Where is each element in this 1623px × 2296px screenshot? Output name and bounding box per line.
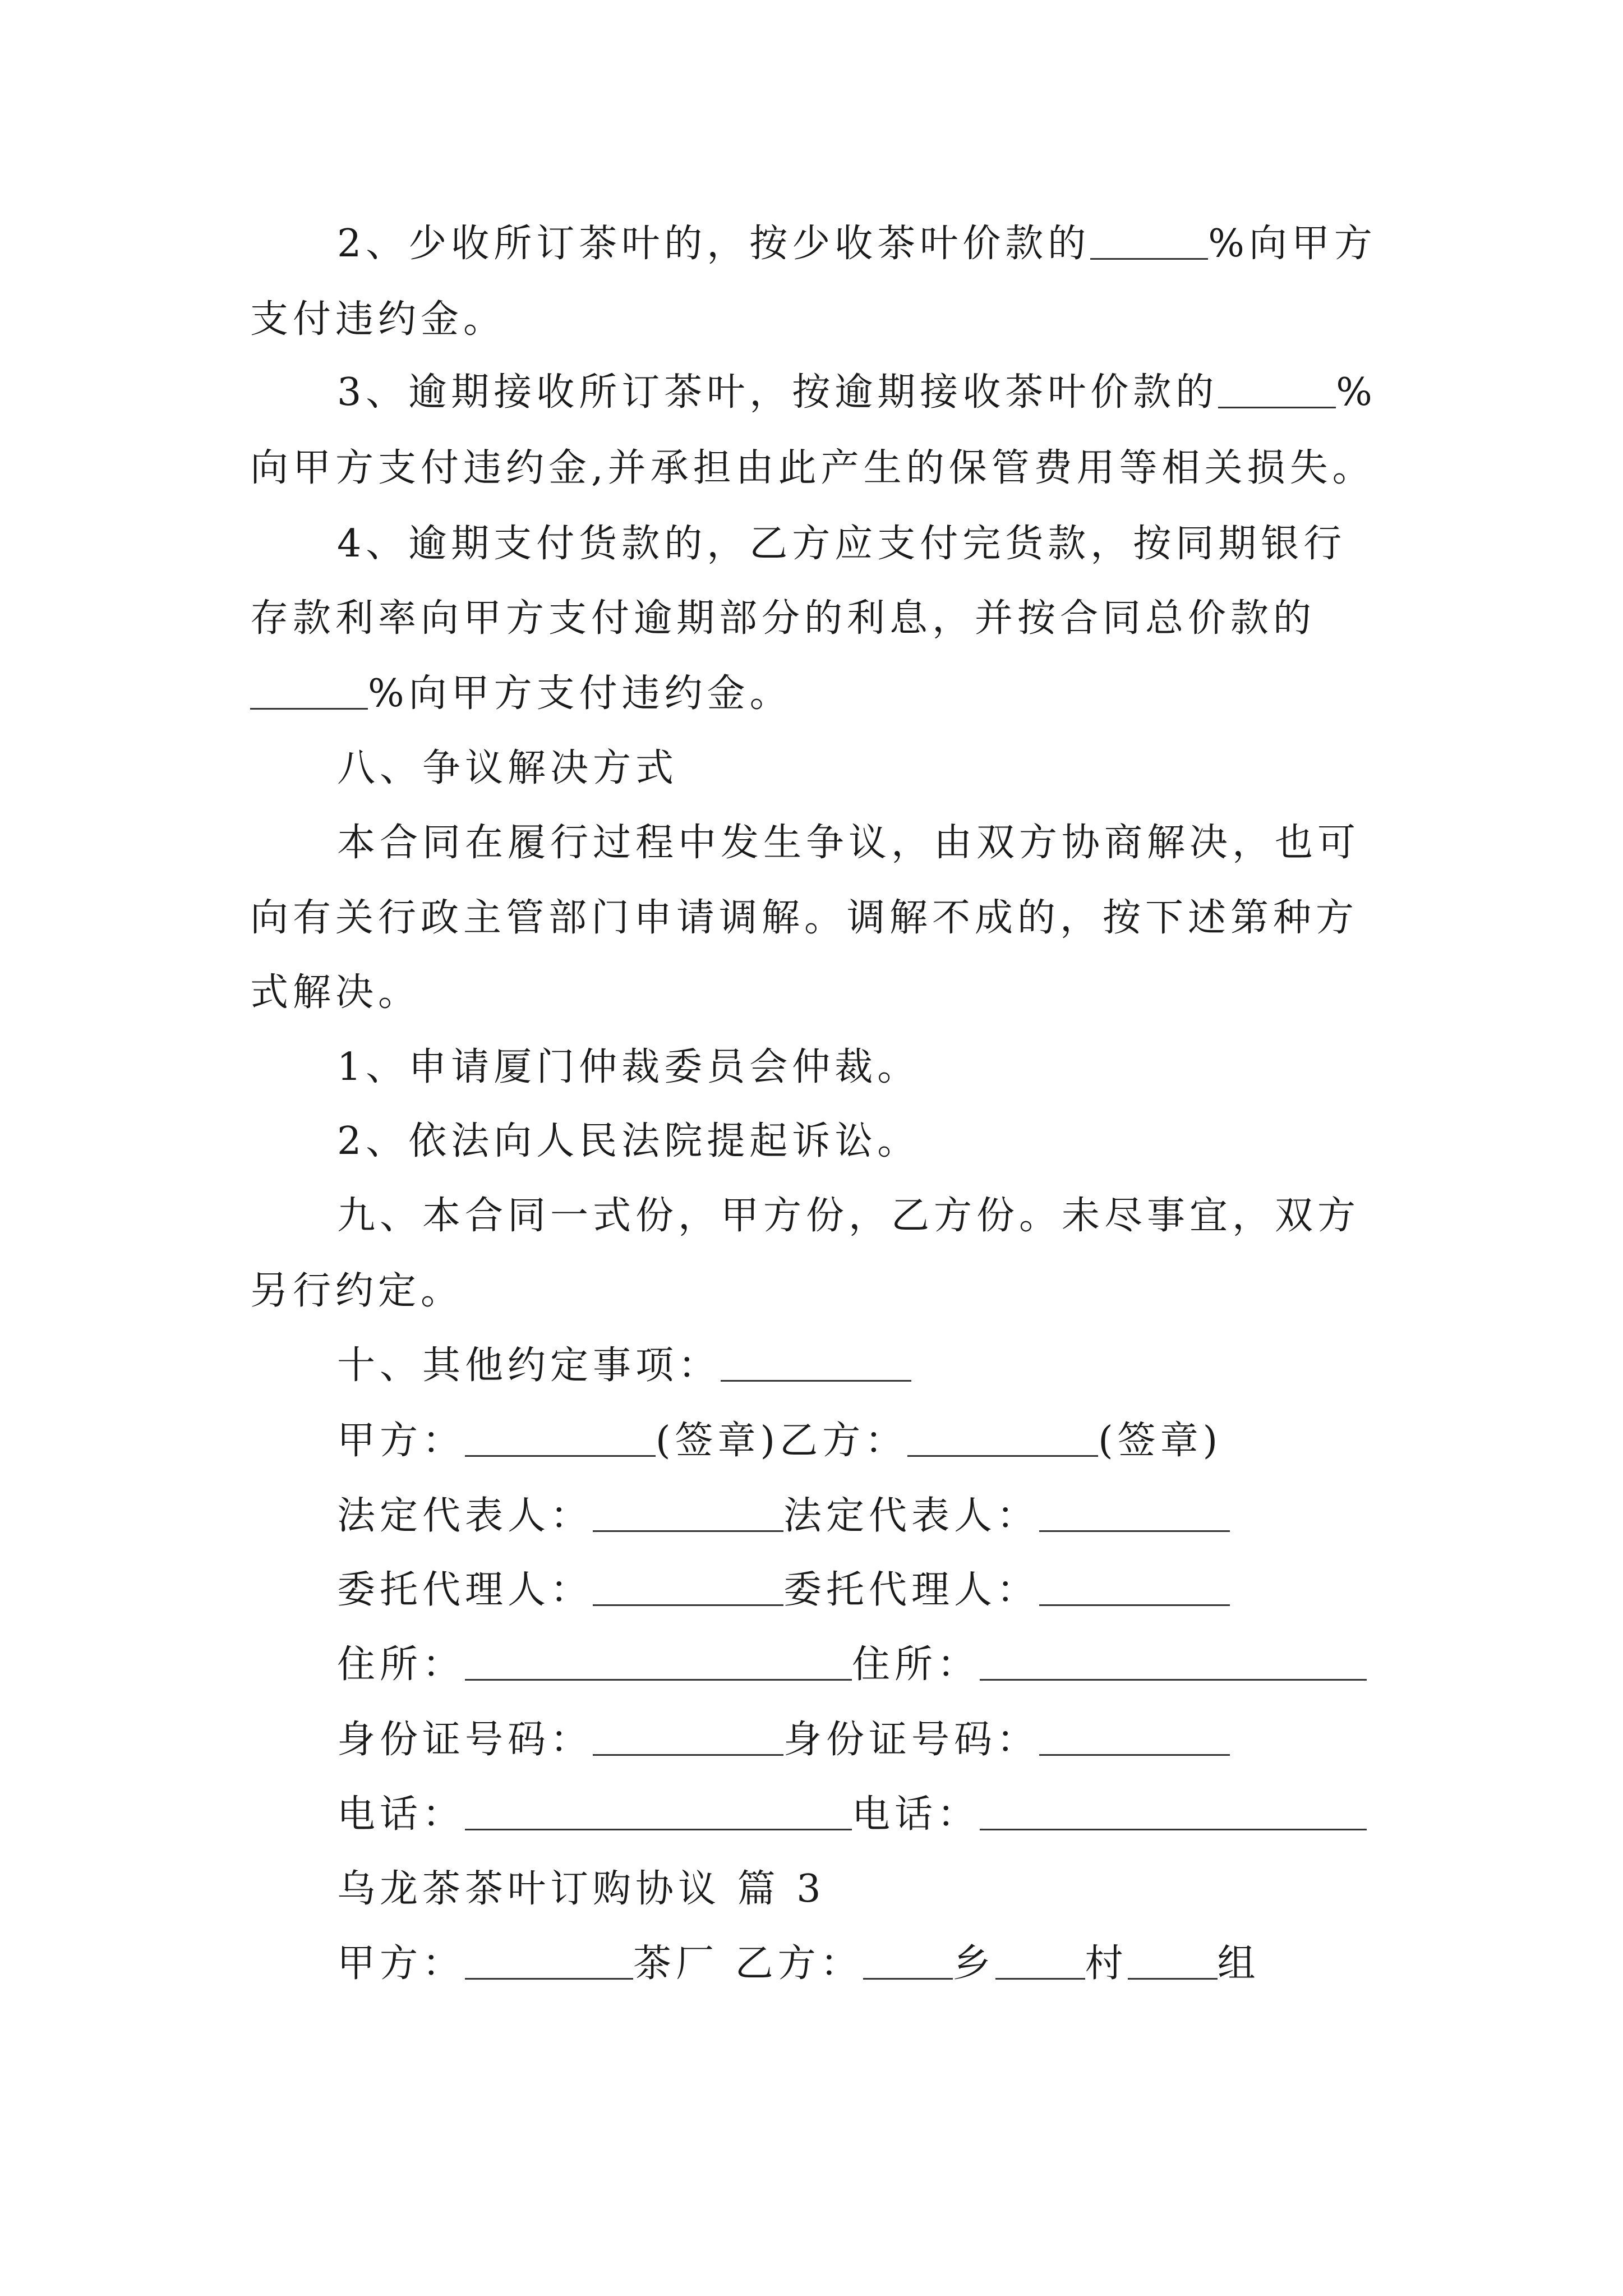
blank-field bbox=[1218, 374, 1336, 408]
clause-8-1: 1、申请厦门仲裁委员会仲裁。 bbox=[337, 1045, 920, 1089]
legal-representative-line bbox=[337, 1491, 1230, 1542]
text-segment: 法定代表人： bbox=[337, 1494, 593, 1538]
address-line bbox=[337, 1640, 1367, 1690]
section-heading-8: 八、争议解决方式 bbox=[337, 746, 679, 790]
text-segment: 茶厂 乙方： bbox=[633, 1941, 863, 1986]
text-segment: 2、少收所订茶叶的，按少收茶叶价款的 bbox=[337, 222, 1091, 266]
text-segment: 村 bbox=[1085, 1941, 1128, 1986]
clause-10 bbox=[337, 1341, 911, 1391]
text-segment: 十、其他约定事项： bbox=[337, 1343, 721, 1388]
text-segment: 3、逾期接收所订茶叶，按逾期接收茶叶价款的 bbox=[337, 370, 1219, 415]
text-segment: (签章)乙方： bbox=[656, 1419, 908, 1463]
clause-9-cont: 另行约定。 bbox=[250, 1269, 464, 1313]
blank-field bbox=[995, 1945, 1085, 1980]
agent-line bbox=[337, 1565, 1230, 1616]
id-number-line bbox=[337, 1715, 1230, 1765]
text-segment: 委托代理人： bbox=[337, 1568, 593, 1612]
clause-7-2-cont: 支付违约金。 bbox=[250, 297, 506, 342]
blank-field bbox=[465, 1423, 656, 1457]
blank-field bbox=[1090, 226, 1208, 260]
text-segment: 甲方： bbox=[337, 1419, 465, 1463]
text-segment: 电话： bbox=[337, 1792, 465, 1837]
text-segment: 身份证号码： bbox=[783, 1718, 1040, 1762]
agreement-title-3: 乌龙茶茶叶订购协议 篇 3 bbox=[337, 1867, 826, 1911]
text-segment: 住所： bbox=[852, 1642, 980, 1687]
blank-field bbox=[980, 1646, 1367, 1681]
phone-line bbox=[337, 1789, 1367, 1840]
clause-8-2: 2、依法向人民法院提起诉讼。 bbox=[337, 1119, 920, 1163]
clause-7-4-cont: 存款利率向甲方支付逾期部分的利息，并按合同总价款的 bbox=[250, 596, 1316, 641]
blank-field bbox=[465, 1945, 633, 1980]
blank-field bbox=[1128, 1945, 1218, 1980]
blank-field bbox=[863, 1945, 953, 1980]
clause-8-cont: 向有关行政主管部门申请调解。调解不成的，按下述第种方 bbox=[250, 896, 1359, 940]
text-segment: %向甲方 bbox=[1208, 222, 1377, 266]
clause-7-3 bbox=[337, 367, 1377, 418]
clause-8: 本合同在履行过程中发生争议，由双方协商解决，也可 bbox=[337, 821, 1361, 865]
blank-field bbox=[1039, 1498, 1230, 1532]
blank-field bbox=[980, 1796, 1367, 1830]
clause-7-4-cont2 bbox=[250, 669, 792, 719]
blank-field bbox=[907, 1423, 1098, 1457]
text-segment: (签章) bbox=[1098, 1419, 1223, 1463]
clause-7-2 bbox=[337, 219, 1377, 269]
blank-field bbox=[593, 1572, 783, 1606]
text-segment: 委托代理人： bbox=[783, 1568, 1040, 1612]
blank-field bbox=[1039, 1572, 1230, 1606]
text-segment: 住所： bbox=[337, 1642, 465, 1687]
parties-line-3 bbox=[337, 1939, 1260, 1989]
text-segment: 电话： bbox=[852, 1792, 980, 1837]
text-segment: 甲方： bbox=[337, 1941, 465, 1986]
blank-field bbox=[465, 1646, 852, 1681]
text-segment: 法定代表人： bbox=[783, 1494, 1040, 1538]
text-segment: % bbox=[1336, 370, 1377, 415]
blank-field bbox=[721, 1347, 911, 1382]
signature-party-line bbox=[337, 1416, 1222, 1466]
clause-7-4: 4、逾期支付货款的，乙方应支付完货款，按同期银行 bbox=[337, 522, 1347, 566]
blank-field bbox=[465, 1796, 852, 1830]
clause-8-cont2: 式解决。 bbox=[250, 970, 421, 1015]
text-segment: 身份证号码： bbox=[337, 1718, 593, 1762]
blank-field bbox=[250, 675, 368, 710]
blank-field bbox=[593, 1722, 783, 1756]
text-segment: %向甲方支付违约金。 bbox=[368, 671, 792, 716]
text-segment: 组 bbox=[1217, 1941, 1260, 1986]
clause-9: 九、本合同一式份，甲方份，乙方份。未尽事宜，双方 bbox=[337, 1194, 1361, 1238]
clause-7-3-cont: 向甲方支付违约金,并承担由此产生的保管费用等相关损失。 bbox=[250, 446, 1375, 490]
blank-field bbox=[593, 1498, 783, 1532]
blank-field bbox=[1039, 1722, 1230, 1756]
text-segment: 乡 bbox=[952, 1941, 995, 1986]
